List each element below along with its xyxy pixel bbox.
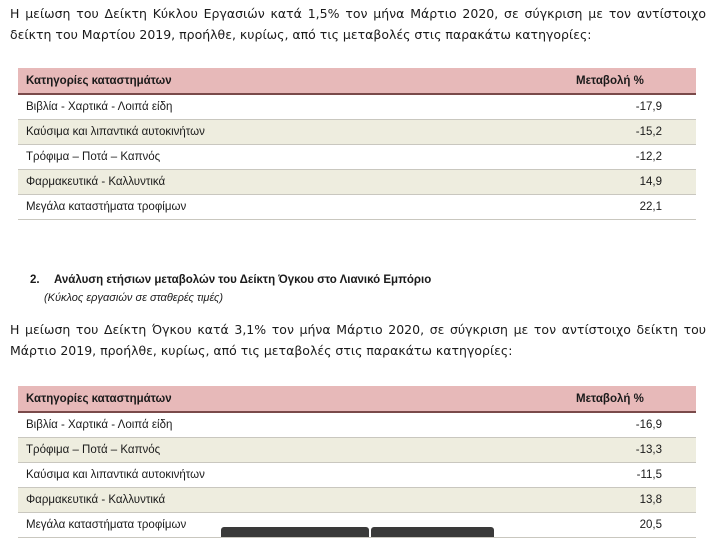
section2-intro-paragraph: Η μείωση του Δείκτη Όγκου κατά 3,1% τον μήνα Μάρτιο 2020, σε σύγκριση με τον αντίστοιχο δείκτη του Μάρτιο 2019, προήλθε, κυρίως, από τις μεταβολές στις παρακάτω κατηγορίες: <box>10 322 706 358</box>
value-cell: -13,3 <box>576 438 696 463</box>
column-header-category: Κατηγορίες καταστημάτων <box>18 386 576 412</box>
table-row <box>18 94 696 120</box>
category-cell: Τρόφιμα – Ποτά – Καπνός <box>18 145 576 170</box>
category-cell: Φαρμακευτικά - Καλλυντικά <box>18 488 576 513</box>
value-cell: -16,9 <box>576 412 696 438</box>
column-header-category: Κατηγορίες καταστημάτων <box>18 68 576 94</box>
table-row <box>18 120 696 145</box>
table-row <box>18 488 696 513</box>
value-cell: 14,9 <box>576 170 696 195</box>
value-cell: 13,8 <box>576 488 696 513</box>
category-cell: Μεγάλα καταστήματα τροφίμων <box>18 195 576 220</box>
viewer-toolbar-button[interactable] <box>371 527 494 537</box>
column-header-change: Μεταβολή % <box>576 68 696 94</box>
table-header-row <box>18 386 696 412</box>
value-cell: 22,1 <box>576 195 696 220</box>
section2-number: 2. <box>30 274 40 286</box>
value-cell: 20,5 <box>576 513 696 538</box>
column-header-change: Μεταβολή % <box>576 386 696 412</box>
value-cell: -15,2 <box>576 120 696 145</box>
section2-table <box>18 386 696 538</box>
value-cell: -12,2 <box>576 145 696 170</box>
viewer-toolbar-button[interactable] <box>221 527 369 537</box>
table-row <box>18 463 696 488</box>
value-cell: -11,5 <box>576 463 696 488</box>
section1-table <box>18 68 696 220</box>
section1-intro-paragraph: Η μείωση του Δείκτη Κύκλου Εργασιών κατά 1,5% τον μήνα Μάρτιο 2020, σε σύγκριση με τον αντίστοιχο δείκτη του Μαρτίου 2019, προήλθε, κυρίως, από τις μεταβολές στις παρακάτω κατηγορίες: <box>10 6 706 42</box>
section2-subtitle: (Κύκλος εργασιών σε σταθερές τιμές) <box>44 292 224 304</box>
table-row <box>18 195 696 220</box>
category-cell: Φαρμακευτικά - Καλλυντικά <box>18 170 576 195</box>
table-row <box>18 438 696 463</box>
category-cell: Καύσιμα και λιπαντικά αυτοκινήτων <box>18 120 576 145</box>
table-row <box>18 145 696 170</box>
section2-title: Ανάλυση ετήσιων μεταβολών του Δείκτη Όγκου στο Λιανικό Εμπόριο <box>54 274 432 286</box>
value-cell: -17,9 <box>576 94 696 120</box>
table-row <box>18 170 696 195</box>
table-row <box>18 412 696 438</box>
section2-heading <box>30 274 431 286</box>
table-header-row <box>18 68 696 94</box>
category-cell: Βιβλία - Χαρτικά - Λοιπά είδη <box>18 412 576 438</box>
category-cell: Βιβλία - Χαρτικά - Λοιπά είδη <box>18 94 576 120</box>
category-cell: Καύσιμα και λιπαντικά αυτοκινήτων <box>18 463 576 488</box>
category-cell: Μεγάλα καταστήματα τροφίμων <box>18 513 576 538</box>
category-cell: Τρόφιμα – Ποτά – Καπνός <box>18 438 576 463</box>
